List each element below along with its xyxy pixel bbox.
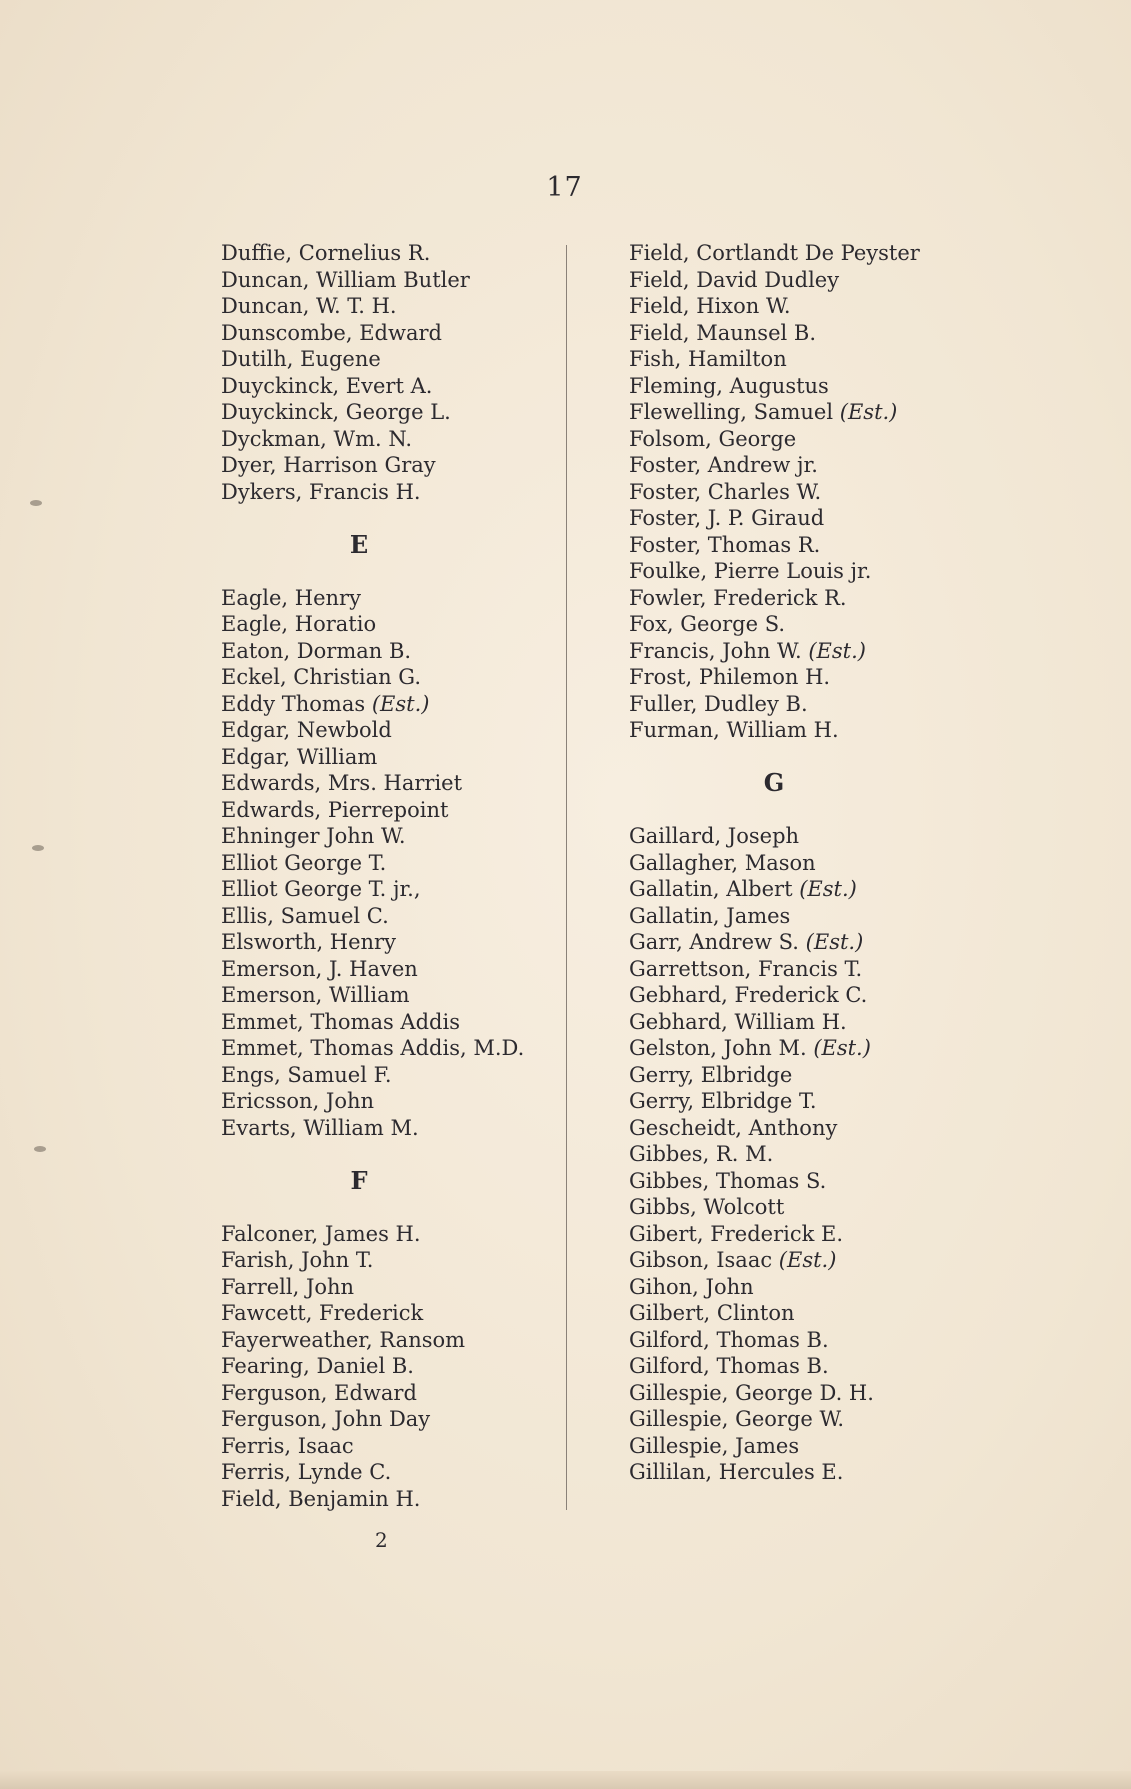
member-entry <box>629 664 1029 691</box>
member-entry <box>629 717 1029 744</box>
section-letter: E <box>349 529 369 559</box>
member-entry <box>221 956 561 983</box>
member-name: Gillespie, James <box>629 1433 800 1458</box>
member-name: Emmet, Thomas Addis, M.D. <box>221 1036 525 1060</box>
member-entry <box>221 1327 561 1354</box>
member-entry <box>629 1141 1029 1168</box>
member-entry <box>629 1062 1029 1089</box>
member-entry <box>221 1221 561 1248</box>
left-column <box>221 240 561 1512</box>
estate-note: (Est.) <box>371 691 430 716</box>
member-entry <box>221 1035 561 1062</box>
estate-note: (Est.) <box>808 638 866 663</box>
member-name: Duffie, Cornelius R. <box>221 241 431 265</box>
member-entry <box>221 638 561 665</box>
member-name: Edgar, Newbold <box>221 718 392 742</box>
member-name: Duncan, William Butler <box>221 267 470 292</box>
member-name: Gaillard, Joseph <box>629 824 800 848</box>
member-entry <box>221 452 561 479</box>
member-entry <box>221 876 561 903</box>
member-entry <box>221 797 561 824</box>
member-name: Francis, John W. <box>629 638 802 663</box>
member-name: Edgar, William <box>221 744 378 769</box>
member-name: Gallatin, James <box>629 903 791 928</box>
member-entry <box>629 346 1029 373</box>
member-entry <box>629 267 1029 294</box>
member-entry <box>629 1168 1029 1195</box>
member-entry <box>629 532 1029 559</box>
member-entry <box>629 452 1029 479</box>
member-entry <box>629 982 1029 1009</box>
member-name: Fearing, Daniel B. <box>221 1354 414 1378</box>
page-number-text: 17 <box>546 172 583 203</box>
member-name: Frost, Philemon H. <box>629 665 831 689</box>
member-entry <box>221 823 561 850</box>
member-entry <box>629 399 1029 426</box>
member-entry <box>629 1247 1029 1274</box>
member-entry <box>221 1459 561 1486</box>
member-entry <box>221 664 561 691</box>
member-name: Gilbert, Clinton <box>629 1301 795 1325</box>
member-name: Dykers, Francis H. <box>221 479 421 504</box>
member-entry <box>221 585 561 612</box>
member-entry <box>629 850 1029 877</box>
member-entry <box>629 1300 1029 1327</box>
member-name: Ferguson, John Day <box>221 1407 431 1431</box>
member-entry <box>221 320 561 347</box>
member-name: Elliot George T. jr., <box>221 877 421 901</box>
member-entry <box>221 293 561 320</box>
member-name: Foster, Andrew jr. <box>629 453 818 477</box>
member-entry <box>629 585 1029 612</box>
member-entry <box>629 1194 1029 1221</box>
member-name: Foulke, Pierre Louis jr. <box>629 559 872 583</box>
estate-note: (Est.) <box>813 1036 871 1060</box>
member-entry <box>221 399 561 426</box>
member-name: Field, Hixon W. <box>629 294 791 318</box>
member-name: Gerry, Elbridge T. <box>629 1089 817 1113</box>
member-name: Ferris, Lynde C. <box>221 1460 392 1484</box>
page-bottom-edge <box>0 1771 1131 1789</box>
margin-mark <box>32 845 44 851</box>
member-name: Garrettson, Francis T. <box>629 956 863 981</box>
member-name: Gescheidt, Anthony <box>629 1115 838 1140</box>
member-entry <box>629 1459 1029 1486</box>
member-entry <box>221 691 561 718</box>
member-name: Foster, J. P. Giraud <box>629 506 825 530</box>
member-name: Eagle, Horatio <box>221 612 377 636</box>
member-name: Gihon, John <box>629 1274 754 1299</box>
member-name: Eagle, Henry <box>221 585 361 610</box>
member-entry <box>221 1062 561 1089</box>
member-entry <box>221 770 561 797</box>
member-entry <box>629 240 1029 267</box>
member-entry <box>629 1115 1029 1142</box>
member-entry <box>221 479 561 506</box>
member-entry <box>221 426 561 453</box>
member-name: Gallagher, Mason <box>629 850 816 875</box>
margin-mark <box>30 500 42 506</box>
member-name: Field, Cortlandt De Peyster <box>629 241 920 265</box>
member-entry <box>221 744 561 771</box>
member-name: Gallatin, Albert <box>629 877 793 901</box>
member-entry <box>221 1274 561 1301</box>
member-entry <box>221 1433 561 1460</box>
member-entry <box>629 638 1029 665</box>
member-name: Fawcett, Frederick <box>221 1301 424 1325</box>
member-entry <box>629 903 1029 930</box>
member-name: Furman, William H. <box>629 718 839 742</box>
member-name: Dutilh, Eugene <box>221 347 381 371</box>
column-divider <box>566 245 567 1510</box>
member-entry <box>629 876 1029 903</box>
member-entry <box>629 1221 1029 1248</box>
signature-mark: 2 <box>375 1528 388 1552</box>
member-entry <box>221 1406 561 1433</box>
right-column <box>629 240 1029 1486</box>
member-entry <box>629 1035 1029 1062</box>
member-name: Fuller, Dudley B. <box>629 691 808 716</box>
section-letter: G <box>763 768 785 797</box>
estate-note: (Est.) <box>799 877 857 901</box>
member-name: Duyckinck, George L. <box>221 400 451 424</box>
member-name: Gilford, Thomas B. <box>629 1327 829 1352</box>
member-name: Emmet, Thomas Addis <box>221 1009 460 1034</box>
member-name: Gillespie, George W. <box>629 1407 845 1431</box>
member-entry <box>629 479 1029 506</box>
member-name: Gibbs, Wolcott <box>629 1195 785 1219</box>
member-name: Gilford, Thomas B. <box>629 1354 829 1378</box>
member-name: Eckel, Christian G. <box>221 665 422 689</box>
member-name: Gelston, John M. <box>629 1036 807 1060</box>
estate-note: (Est.) <box>778 1248 837 1272</box>
member-entry <box>221 1088 561 1115</box>
member-name: Ericsson, John <box>221 1089 375 1113</box>
member-name: Engs, Samuel F. <box>221 1062 392 1087</box>
member-entry <box>629 558 1029 585</box>
member-entry <box>629 320 1029 347</box>
member-entry <box>221 1115 561 1142</box>
member-entry <box>629 293 1029 320</box>
member-entry <box>221 1486 561 1513</box>
member-name: Dunscombe, Edward <box>221 320 442 345</box>
member-entry <box>629 1009 1029 1036</box>
member-name: Ferris, Isaac <box>221 1433 354 1458</box>
member-name: Gibson, Isaac <box>629 1248 773 1272</box>
member-entry <box>629 426 1029 453</box>
member-name: Gibbes, Thomas S. <box>629 1168 827 1193</box>
member-name: Emerson, William <box>221 983 410 1007</box>
member-name: Gebhard, Frederick C. <box>629 983 868 1007</box>
member-entry <box>221 1247 561 1274</box>
member-entry <box>221 929 561 956</box>
member-name: Emerson, J. Haven <box>221 956 418 981</box>
member-entry <box>629 1380 1029 1407</box>
member-name: Gibert, Frederick E. <box>629 1221 844 1246</box>
member-entry <box>221 1380 561 1407</box>
member-name: Fayerweather, Ransom <box>221 1327 466 1352</box>
member-name: Gillespie, George D. H. <box>629 1380 874 1405</box>
member-name: Flewelling, Samuel <box>629 400 834 424</box>
member-entry <box>221 903 561 930</box>
member-name: Foster, Charles W. <box>629 479 822 504</box>
member-name: Ellis, Samuel C. <box>221 903 389 928</box>
member-entry <box>221 611 561 638</box>
member-entry <box>629 611 1029 638</box>
member-name: Eaton, Dorman B. <box>221 638 412 663</box>
member-name: Fish, Hamilton <box>629 347 787 371</box>
member-entry <box>221 240 561 267</box>
member-name: Elliot George T. <box>221 850 387 875</box>
member-name: Field, David Dudley <box>629 267 840 292</box>
member-entry <box>629 1088 1029 1115</box>
member-name: Garr, Andrew S. <box>629 930 799 954</box>
member-entry <box>221 1353 561 1380</box>
member-name: Farrell, John <box>221 1274 355 1299</box>
section-letter: F <box>350 1165 368 1195</box>
member-entry <box>221 346 561 373</box>
member-entry <box>221 717 561 744</box>
member-name: Edwards, Pierrepoint <box>221 797 449 822</box>
member-entry <box>629 691 1029 718</box>
member-name: Duyckinck, Evert A. <box>221 373 433 398</box>
member-entry <box>221 982 561 1009</box>
member-entry <box>221 1300 561 1327</box>
member-name: Fleming, Augustus <box>629 373 829 398</box>
member-name: Gibbes, R. M. <box>629 1142 774 1166</box>
member-name: Gerry, Elbridge <box>629 1062 793 1087</box>
estate-note: (Est.) <box>805 930 864 954</box>
member-entry <box>629 373 1029 400</box>
member-name: Eddy Thomas <box>221 691 366 716</box>
member-entry <box>629 1353 1029 1380</box>
member-entry <box>221 850 561 877</box>
member-name: Farish, John T. <box>221 1248 374 1272</box>
member-entry <box>221 267 561 294</box>
member-entry <box>629 505 1029 532</box>
member-entry <box>629 1433 1029 1460</box>
member-name: Field, Benjamin H. <box>221 1486 421 1511</box>
member-entry <box>629 1274 1029 1301</box>
member-entry <box>629 929 1029 956</box>
member-entry <box>629 956 1029 983</box>
member-name: Field, Maunsel B. <box>629 320 817 345</box>
member-name: Elsworth, Henry <box>221 930 396 954</box>
member-name: Duncan, W. T. H. <box>221 294 397 318</box>
member-name: Gillilan, Hercules E. <box>629 1460 844 1484</box>
member-name: Evarts, William M. <box>221 1115 419 1140</box>
member-entry <box>221 373 561 400</box>
estate-note: (Est.) <box>839 400 898 424</box>
member-name: Fowler, Frederick R. <box>629 585 847 610</box>
member-name: Ehninger John W. <box>221 824 406 848</box>
member-name: Dyckman, Wm. N. <box>221 426 413 451</box>
member-name: Ferguson, Edward <box>221 1380 417 1405</box>
member-entry <box>629 823 1029 850</box>
member-name: Falconer, James H. <box>221 1221 421 1246</box>
member-name: Gebhard, William H. <box>629 1009 847 1034</box>
member-name: Edwards, Mrs. Harriet <box>221 771 463 795</box>
member-name: Dyer, Harrison Gray <box>221 453 436 477</box>
member-name: Folsom, George <box>629 426 797 451</box>
member-name: Fox, George S. <box>629 612 786 636</box>
page-number <box>0 172 1131 203</box>
member-entry <box>629 1406 1029 1433</box>
member-name: Foster, Thomas R. <box>629 532 821 557</box>
member-entry <box>221 1009 561 1036</box>
margin-mark <box>34 1146 46 1152</box>
member-entry <box>629 1327 1029 1354</box>
